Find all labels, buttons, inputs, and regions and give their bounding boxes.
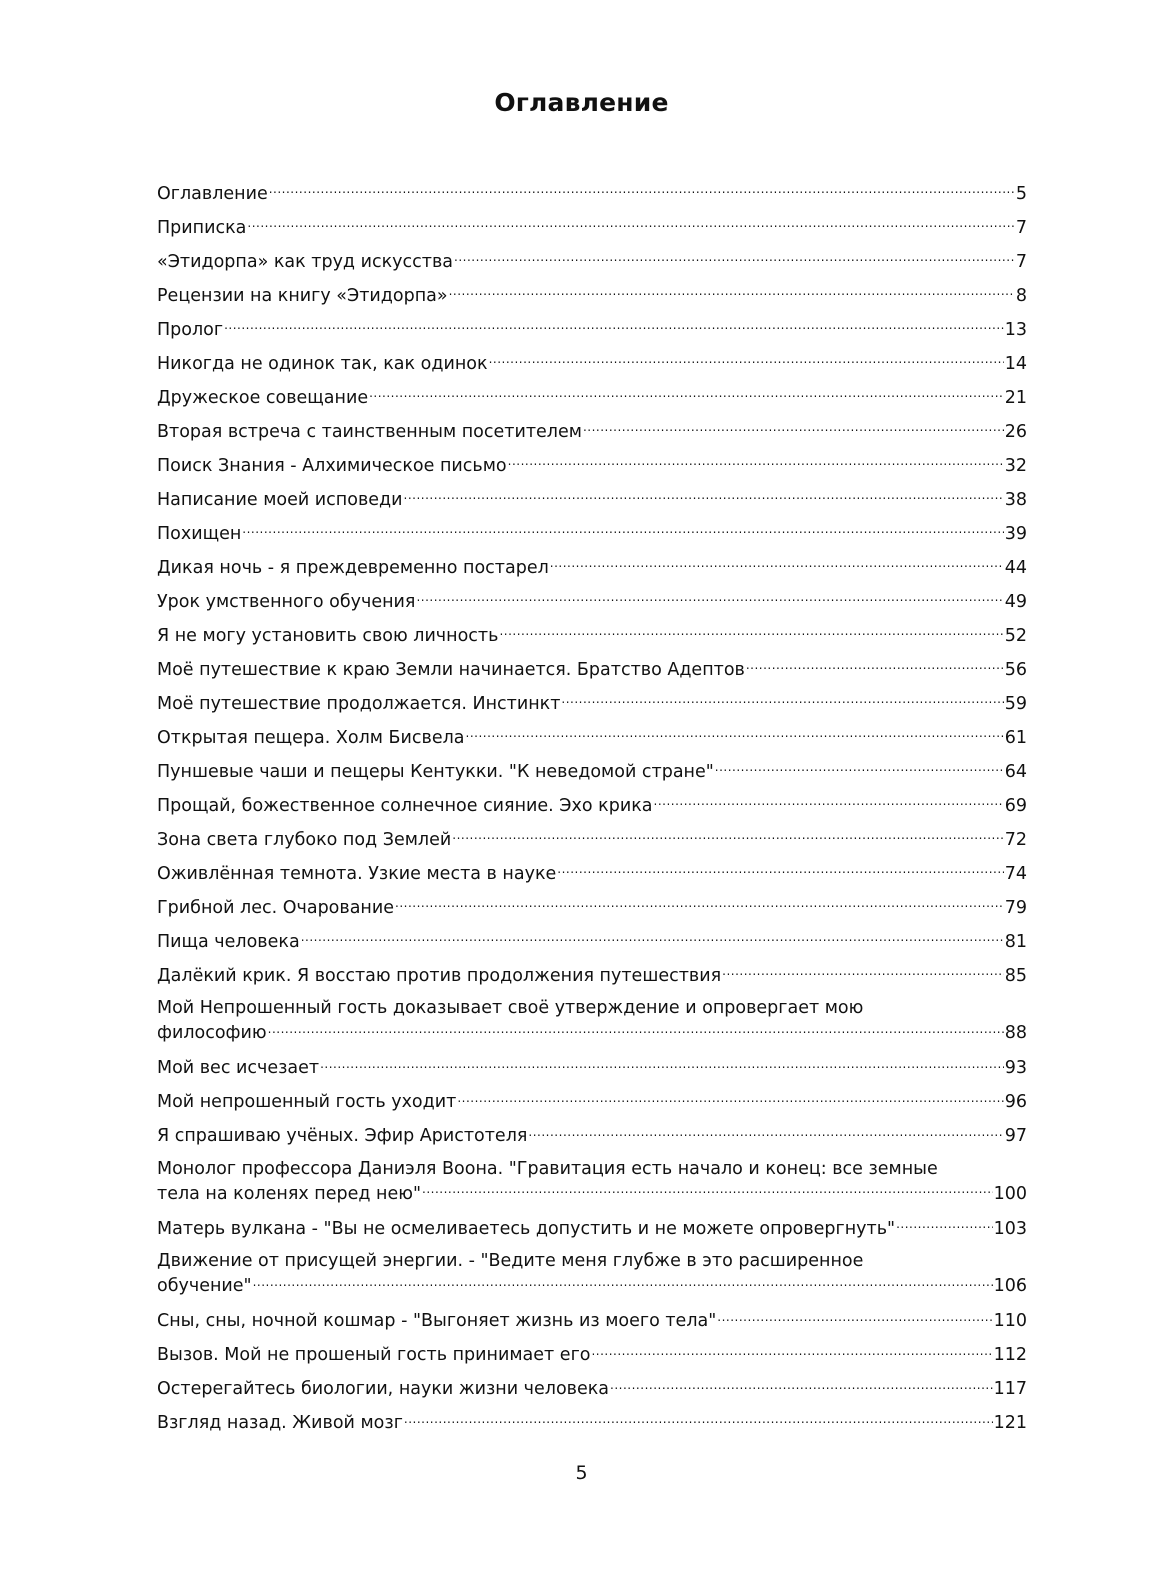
toc-entry[interactable] (157, 890, 1027, 924)
toc-entry-page: 39 (1004, 523, 1027, 544)
toc-entry-page: 81 (1004, 931, 1027, 952)
dot-leader (561, 691, 1003, 709)
toc-entry-page: 38 (1004, 489, 1027, 510)
toc-entry-page: 56 (1004, 659, 1027, 680)
toc-entry[interactable] (157, 1085, 1027, 1119)
toc-entry[interactable] (157, 278, 1027, 312)
toc-entry-page: 61 (1004, 727, 1027, 748)
dot-leader (722, 963, 1004, 981)
toc-entry-title: Открытая пещера. Холм Бисвела (157, 727, 465, 748)
dot-leader (715, 759, 1004, 777)
toc-entry[interactable] (157, 414, 1027, 448)
toc-entry-row (157, 555, 1027, 580)
toc-entry-row (157, 1411, 1027, 1436)
dot-leader (508, 453, 1004, 471)
toc-entry[interactable] (157, 754, 1027, 788)
toc-entry[interactable] (157, 1372, 1027, 1406)
toc-entry-title: Пролог (157, 319, 224, 340)
toc-entry-title: обучение" (157, 1276, 252, 1296)
toc-entry-title: Я спрашиваю учёных. Эфир Аристотеля (157, 1126, 528, 1146)
toc-entry-row (157, 385, 1027, 410)
toc-entry-page: 72 (1004, 829, 1027, 850)
toc-entry-row (157, 215, 1027, 240)
toc-entry-row (157, 827, 1027, 852)
dot-leader (253, 1274, 993, 1292)
dot-leader (610, 1377, 993, 1395)
toc-entry[interactable] (157, 550, 1027, 584)
toc-entry-row (157, 895, 1027, 920)
toc-entry[interactable] (157, 1119, 1027, 1153)
toc-entry-row (157, 351, 1027, 376)
toc-entry-row (157, 487, 1027, 512)
toc-entry-title: «Этидорпа» как труд искусства (157, 251, 453, 272)
dot-leader (395, 895, 1004, 913)
toc-entry-page: 100 (993, 1183, 1027, 1204)
toc-entry-row (157, 657, 1027, 682)
dot-leader (422, 1181, 993, 1199)
toc-entry-title: Вызов. Мой не прошеный гость принимает его (157, 1345, 591, 1365)
toc-entry[interactable] (157, 448, 1027, 482)
toc-entry-row (157, 181, 1027, 206)
toc-entry-row (157, 725, 1027, 750)
toc-entry-row (157, 1343, 1027, 1368)
toc-entry-title: философию (157, 1023, 267, 1043)
toc-entry-title: Рецензии на книгу «Этидорпа» (157, 285, 448, 306)
toc-entry-row (157, 963, 1027, 988)
toc-entry[interactable] (157, 210, 1027, 244)
toc-entry-title: Мой вес исчезает (157, 1058, 320, 1078)
page-title: Оглавление (494, 88, 669, 117)
dot-leader (583, 419, 1004, 437)
toc-entry-page: 7 (1015, 217, 1027, 238)
toc-entry-row (157, 1216, 1027, 1241)
toc-entry-page: 8 (1015, 285, 1027, 306)
toc-entry[interactable] (157, 652, 1027, 686)
toc-entry[interactable] (157, 516, 1027, 550)
toc-entry-title: Моё путешествие к краю Земли начинается. Братство Адептов (157, 659, 745, 680)
dot-leader (499, 623, 1003, 641)
toc-entry[interactable] (157, 618, 1027, 652)
dot-leader (654, 793, 1004, 811)
table-of-contents (157, 176, 1027, 1440)
toc-entry[interactable] (157, 1406, 1027, 1440)
toc-entry-title: Зона света глубоко под Землей (157, 829, 452, 850)
toc-entry-row (157, 249, 1027, 274)
toc-entry[interactable] (157, 244, 1027, 278)
toc-entry-row (157, 759, 1027, 784)
toc-entry[interactable] (157, 992, 1027, 1051)
dot-leader (452, 827, 1003, 845)
dot-leader (242, 521, 1003, 539)
dot-leader (268, 1021, 1004, 1039)
toc-entry-page: 5 (1015, 183, 1027, 204)
toc-entry-title: Никогда не одинок так, как одинок (157, 353, 488, 374)
toc-entry-page: 7 (1015, 251, 1027, 272)
dot-leader (404, 487, 1004, 505)
toc-entry-row (157, 691, 1027, 716)
toc-entry-page: 64 (1004, 761, 1027, 782)
toc-entry[interactable] (157, 584, 1027, 618)
toc-entry-title: Дикая ночь - я преждевременно постарел (157, 557, 549, 578)
toc-entry-title-line1: Монолог профессора Даниэля Воона. "Гравитация есть начало и конец: все земные (157, 1158, 938, 1179)
toc-entry-row (157, 1274, 1027, 1299)
toc-entry-title: Оглавление (157, 183, 268, 204)
toc-entry-page: 79 (1004, 897, 1027, 918)
toc-entry-page: 85 (1004, 965, 1027, 986)
dot-leader (301, 929, 1004, 947)
toc-entry-row (157, 283, 1027, 308)
toc-entry-row (157, 623, 1027, 648)
dot-leader (528, 1124, 1003, 1142)
dot-leader (416, 589, 1003, 607)
toc-entry-title-line1: Движение от присущей энергии. - "Ведите меня глубже в это расширенное (157, 1251, 864, 1271)
toc-entry-row (157, 1124, 1027, 1149)
toc-entry[interactable] (157, 686, 1027, 720)
toc-entry[interactable] (157, 1245, 1027, 1304)
toc-entry-page: 26 (1004, 421, 1027, 442)
toc-entry-page: 44 (1004, 557, 1027, 578)
dot-leader (269, 181, 1015, 199)
toc-entry-page: 97 (1004, 1126, 1027, 1146)
dot-leader (489, 351, 1004, 369)
toc-entry-row (157, 1056, 1027, 1081)
dot-leader (449, 283, 1015, 301)
dot-leader (404, 1411, 993, 1429)
toc-entry-row (157, 793, 1027, 818)
dot-leader (896, 1216, 993, 1234)
toc-entry[interactable] (157, 346, 1027, 380)
toc-entry[interactable] (157, 1153, 1027, 1212)
dot-leader (320, 1056, 1004, 1074)
toc-entry-title: Вторая встреча с таинственным посетителем (157, 421, 582, 442)
toc-entry-title-line1: Мой Непрошенный гость доказывает своё утверждение и опровергает мою (157, 998, 864, 1018)
toc-entry[interactable] (157, 1211, 1027, 1245)
toc-entry-title: тела на коленях перед нею" (157, 1183, 422, 1204)
toc-entry-page: 21 (1004, 387, 1027, 408)
toc-entry-title: Мой непрошенный гость уходит (157, 1092, 457, 1112)
dot-leader (457, 1090, 1003, 1108)
toc-entry-row (157, 929, 1027, 954)
dot-leader (454, 249, 1015, 267)
dot-leader (224, 317, 1004, 335)
toc-entry-row (157, 453, 1027, 478)
toc-entry-title: Я не могу установить свою личность (157, 625, 499, 646)
toc-entry-page: 112 (993, 1345, 1027, 1365)
dot-leader (247, 215, 1014, 233)
toc-entry-page: 14 (1004, 353, 1027, 374)
dot-leader (591, 1343, 992, 1361)
toc-entry-page: 49 (1004, 591, 1027, 612)
toc-entry-row (157, 589, 1027, 614)
toc-entry-row (157, 317, 1027, 342)
toc-entry-page: 96 (1004, 1092, 1027, 1112)
toc-entry-title: Похищен (157, 523, 242, 544)
toc-entry-title: Остерегайтесь биологии, науки жизни человека (157, 1379, 610, 1399)
toc-entry[interactable] (157, 788, 1027, 822)
toc-entry-page: 52 (1004, 625, 1027, 646)
toc-entry-page: 69 (1004, 795, 1027, 816)
toc-entry-page: 74 (1004, 863, 1027, 884)
dot-leader (717, 1309, 992, 1327)
toc-entry-row (157, 861, 1027, 886)
toc-entry[interactable] (157, 1338, 1027, 1372)
toc-entry-title: Взгляд назад. Живой мозг (157, 1413, 403, 1433)
toc-entry-title: Пища человека (157, 931, 300, 952)
toc-entry-title: Урок умственного обучения (157, 591, 416, 612)
toc-entry-page: 117 (993, 1379, 1027, 1399)
toc-entry-title: Матерь вулкана - "Вы не осмеливаетесь допустить и не можете опровергнуть" (157, 1218, 896, 1239)
toc-entry[interactable] (157, 312, 1027, 346)
toc-entry[interactable] (157, 958, 1027, 992)
dot-leader (550, 555, 1004, 573)
toc-entry-title: Сны, сны, ночной кошмар - "Выгоняет жизнь из моего тела" (157, 1311, 717, 1331)
toc-entry-title: Грибной лес. Очарование (157, 897, 395, 918)
toc-entry[interactable] (157, 482, 1027, 516)
toc-entry-row (157, 1021, 1027, 1046)
toc-entry-row (157, 1181, 1027, 1206)
dot-leader (746, 657, 1004, 675)
toc-entry-title: Поиск Знания - Алхимическое письмо (157, 455, 507, 476)
toc-entry-title: Далёкий крик. Я восстаю против продолжения путешествия (157, 965, 722, 986)
toc-entry-page: 121 (993, 1413, 1027, 1433)
toc-entry-title: Написание моей исповеди (157, 489, 403, 510)
toc-entry-row (157, 419, 1027, 444)
toc-entry-row (157, 1377, 1027, 1402)
toc-entry-row (157, 1090, 1027, 1115)
toc-entry[interactable] (157, 856, 1027, 890)
page-number: 5 (575, 1462, 588, 1484)
dot-leader (466, 725, 1004, 743)
toc-entry[interactable] (157, 924, 1027, 958)
dot-leader (557, 861, 1003, 879)
dot-leader (369, 385, 1004, 403)
toc-entry-row (157, 1309, 1027, 1334)
toc-entry-page: 103 (993, 1218, 1027, 1239)
toc-entry-row (157, 521, 1027, 546)
toc-entry[interactable] (157, 822, 1027, 856)
toc-entry-page: 110 (993, 1311, 1027, 1331)
toc-entry-title: Приписка (157, 217, 247, 238)
toc-entry[interactable] (157, 176, 1027, 210)
toc-entry-page: 32 (1004, 455, 1027, 476)
toc-entry-title: Пуншевые чаши и пещеры Кентукки. "К неведомой стране" (157, 761, 714, 782)
toc-entry-title: Оживлённая темнота. Узкие места в науке (157, 863, 557, 884)
toc-entry-page: 59 (1004, 693, 1027, 714)
toc-entry-page: 106 (993, 1276, 1027, 1296)
toc-entry-page: 13 (1004, 319, 1027, 340)
toc-entry[interactable] (157, 1304, 1027, 1338)
toc-entry-title: Моё путешествие продолжается. Инстинкт (157, 693, 561, 714)
toc-entry[interactable] (157, 380, 1027, 414)
toc-entry-page: 88 (1004, 1023, 1027, 1043)
toc-entry-page: 93 (1004, 1058, 1027, 1078)
toc-entry[interactable] (157, 1051, 1027, 1085)
toc-entry-title: Дружеское совещание (157, 387, 369, 408)
toc-entry[interactable] (157, 720, 1027, 754)
toc-entry-title: Прощай, божественное солнечное сияние. Эхо крика (157, 795, 653, 816)
